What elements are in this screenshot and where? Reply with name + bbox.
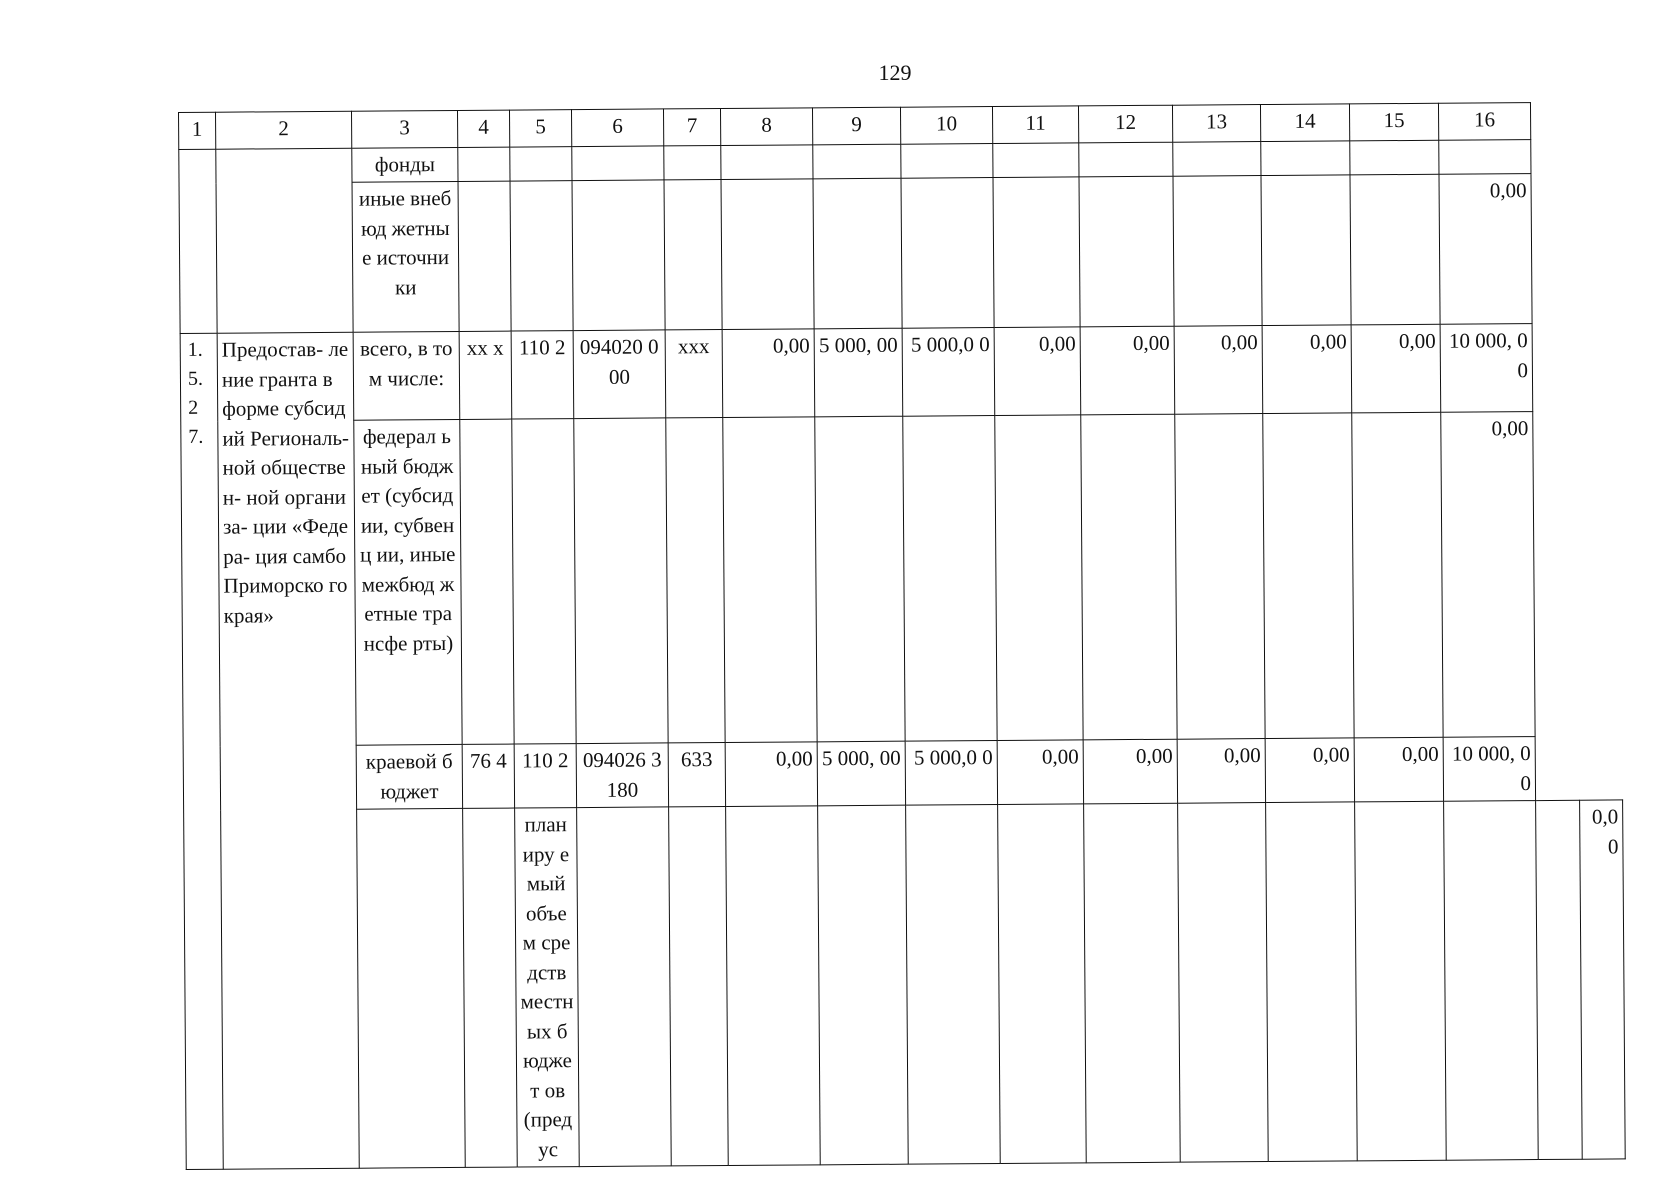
header-col-15: 15 bbox=[1349, 103, 1438, 140]
table-row-inye bbox=[179, 173, 1619, 334]
cell-empty bbox=[357, 808, 466, 1168]
header-col-12: 12 bbox=[1078, 105, 1172, 142]
cell-source: фонды bbox=[352, 147, 458, 182]
header-col-5: 5 bbox=[509, 110, 571, 147]
cell-source: иные внебюд жетные источни ки bbox=[352, 181, 459, 332]
header-col-10: 10 bbox=[900, 107, 992, 144]
cell-source: планиру емый объем средств местных бюджет ов (предус bbox=[515, 808, 580, 1167]
cell-c16: 0,00 bbox=[1439, 174, 1532, 325]
cell-c11: 0,00 bbox=[994, 327, 1081, 416]
header-col-13: 13 bbox=[1172, 105, 1260, 142]
cell-c10: 5 000,0 0 bbox=[902, 328, 995, 417]
cell-c9: 5 000, 00 bbox=[814, 328, 903, 417]
cell-item-name: Предостав- ление гранта в форме субсидий Региональ- ной обществен- ной организа- ции «Федера- ция самбо Приморско го края» bbox=[217, 332, 359, 1169]
cell-c4: 76 4 bbox=[462, 744, 514, 808]
cell-c13: 0,00 bbox=[1177, 739, 1265, 804]
cell-c10: 5 000,0 0 bbox=[905, 741, 997, 806]
cell-item-number: 1. 5. 2 7. bbox=[180, 333, 223, 1169]
cell-c5: 110 2 bbox=[511, 331, 574, 419]
header-col-2: 2 bbox=[216, 111, 352, 148]
cell-c8: 0,00 bbox=[722, 329, 815, 418]
header-col-6: 6 bbox=[571, 109, 663, 146]
header-col-4: 4 bbox=[457, 110, 509, 147]
cell-empty bbox=[463, 808, 518, 1167]
cell-c8: 0,00 bbox=[725, 742, 817, 807]
cell-c5: 110 2 bbox=[514, 744, 576, 808]
cell-source: всего, в том числе: bbox=[353, 331, 460, 420]
cell-c16: 10 000, 00 bbox=[1443, 737, 1535, 802]
cell-c15: 0,00 bbox=[1351, 324, 1441, 413]
header-col-16: 16 bbox=[1438, 103, 1530, 140]
table-row-federal bbox=[181, 411, 1622, 747]
cell-c12: 0,00 bbox=[1083, 739, 1177, 804]
header-col-7: 7 bbox=[663, 109, 720, 146]
budget-table bbox=[178, 101, 1626, 1170]
header-col-14: 14 bbox=[1260, 104, 1349, 141]
cell-c14: 0,00 bbox=[1265, 738, 1354, 803]
cell-empty bbox=[179, 149, 217, 334]
cell-c7: 633 bbox=[668, 743, 725, 807]
cell-c6: 094020 000 bbox=[573, 330, 666, 419]
cell-c13: 0,00 bbox=[1174, 326, 1263, 415]
table-row-kraevoy bbox=[183, 736, 1622, 811]
cell-c6: 094026 3180 bbox=[576, 743, 668, 808]
table-row-plan bbox=[184, 800, 1626, 1170]
header-col-11: 11 bbox=[992, 106, 1078, 143]
header-col-9: 9 bbox=[812, 107, 900, 144]
cell-c16: 0,00 bbox=[1579, 800, 1625, 1159]
cell-c16: 10 000, 00 bbox=[1440, 324, 1533, 413]
cell-empty bbox=[216, 148, 353, 333]
cell-c9: 5 000, 00 bbox=[817, 741, 905, 806]
page-number: 129 bbox=[878, 60, 912, 85]
header-col-1: 1 bbox=[179, 112, 216, 149]
cell-source: краевой бюджет bbox=[356, 744, 462, 809]
header-col-8: 8 bbox=[720, 108, 812, 145]
cell-c16: 0,00 bbox=[1441, 412, 1535, 738]
cell-c15: 0,00 bbox=[1354, 737, 1443, 802]
cell-c12: 0,00 bbox=[1080, 326, 1175, 415]
cell-c4: хх х bbox=[459, 331, 512, 419]
cell-c11: 0,00 bbox=[997, 740, 1083, 805]
cell-source: федерал ьный бюджет (субсид ии, субвенц ии, иные межбюд жетные трансфе рты) bbox=[354, 419, 462, 745]
cell-c7: ххх bbox=[665, 330, 723, 418]
cell-c14: 0,00 bbox=[1262, 325, 1352, 414]
table-row-vsego bbox=[180, 323, 1620, 422]
header-col-3: 3 bbox=[351, 110, 457, 147]
